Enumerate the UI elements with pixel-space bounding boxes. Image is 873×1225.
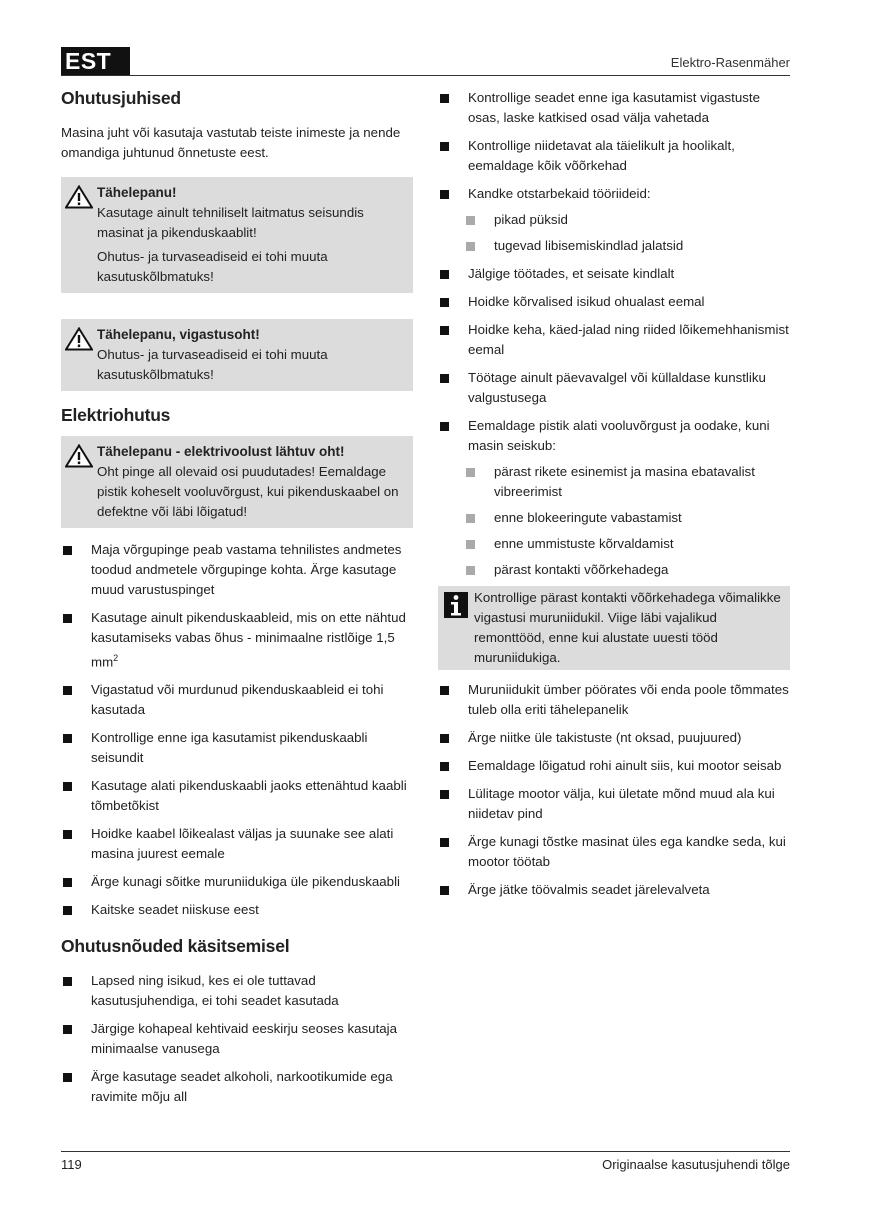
list-item: Kasutage alati pikenduskaabli jaoks ettenähtud kaabli tõmbetõkist <box>61 776 413 816</box>
warning-triangle-icon <box>65 444 93 468</box>
warning-triangle-icon <box>65 185 93 209</box>
list-item: Eemaldage lõigatud rohi ainult siis, kui mootor seisab <box>438 756 790 776</box>
info-box <box>438 586 790 670</box>
warning-triangle-icon <box>65 327 93 351</box>
list-item: Ärge kunagi sõitke muruniidukiga üle pikenduskaabli <box>61 872 413 892</box>
footer-title: Originaalse kasutusjuhendi tõlge <box>602 1157 790 1172</box>
intro-paragraph: Masina juht või kasutaja vastutab teiste inimeste ja nende omandiga juhtunud õnnetuste eest. <box>61 125 401 160</box>
list-item: Hoidke kõrvalised isikud ohualast eemal <box>438 292 790 312</box>
list-item: Vigastatud või murdunud pikenduskaableid ei tohi kasutada <box>61 680 413 720</box>
list-item: Maja võrgupinge peab vastama tehnilistes andmetes toodud andmetele võrgupinge kohta. Ärge kasutage muud varustuspinget <box>61 540 413 600</box>
page-footer <box>61 1151 790 1174</box>
list-item: Kontrollige niidetavat ala täielikult ja hoolikalt, eemaldage kõik võõrkehad <box>438 136 790 176</box>
list-item: Muruniidukit ümber pöörates või enda poole tõmmates tuleb olla eriti tähelepanelik <box>438 680 790 720</box>
warning-box <box>61 177 413 293</box>
info-text: Kontrollige pärast kontakti võõrkehadega võimalikke vigastusi muruniidukil. Viige läbi vajalikud remonttööd, enne kui alustate uuesti tööd muruniidukiga. <box>474 590 781 665</box>
sub-list-item: pärast rikete esinemist ja masina ebatavalist vibreerimist <box>438 462 790 502</box>
warning-title: Tähelepanu, vigastusoht! <box>97 327 260 342</box>
list-item: Kandke otstarbekaid tööriideid: <box>438 184 790 204</box>
warning-text: Ohutus- ja turvaseadiseid ei tohi muuta kasutuskõlbmatuks! <box>97 347 328 382</box>
warning-text: Oht pinge all olevaid osi puudutades! Eemaldage pistik koheselt vooluvõrgust, kui pikenduskaabel on defektne või läbi lõigatud! <box>97 464 399 519</box>
list-item: Töötage ainult päevavalgel või küllaldase kunstliku valgustusega <box>438 368 790 408</box>
sub-list-item: pikad püksid <box>438 210 790 230</box>
sub-list-item: tugevad libisemiskindlad jalatsid <box>438 236 790 256</box>
list-item: Kontrollige enne iga kasutamist pikenduskaabli seisundit <box>61 728 413 768</box>
list-item: Ärge jätke töövalmis seadet järelevalveta <box>438 880 790 900</box>
list-item: Kontrollige seadet enne iga kasutamist vigastuste osas, laske katkised osad välja vahetada <box>438 88 790 128</box>
left-column <box>61 88 413 1107</box>
heading-handling-safety: Ohutusnõuded käsitsemisel <box>61 936 290 957</box>
list-item: Lülitage mootor välja, kui ületate mõnd muud ala kui niidetav pind <box>438 784 790 824</box>
info-icon <box>444 592 468 618</box>
list-item: Ärge kunagi tõstke masinat üles ega kandke seda, kui mootor töötab <box>438 832 790 872</box>
warning-box <box>61 319 413 391</box>
sub-list-item: enne blokeeringute vabastamist <box>438 508 790 528</box>
list-item: Lapsed ning isikud, kes ei ole tuttavad kasutusjuhendiga, ei tohi seadet kasutada <box>61 971 413 1011</box>
sub-list-item: pärast kontakti võõrkehadega <box>438 560 790 580</box>
list-item: Eemaldage pistik alati vooluvõrgust ja oodake, kuni masin seiskub: <box>438 416 790 456</box>
heading-electrical-safety: Elektriohutus <box>61 405 171 425</box>
warning-box <box>61 436 413 528</box>
warning-text: Ohutus- ja turvaseadiseid ei tohi muuta kasutuskõlbmatuks! <box>97 249 328 284</box>
electrical-safety-list <box>61 540 413 920</box>
list-item: Kaitske seadet niiskuse eest <box>61 900 413 920</box>
right-column <box>438 88 790 900</box>
warning-title: Tähelepanu! <box>97 185 177 200</box>
sub-list-item: enne ummistuste kõrvaldamist <box>438 534 790 554</box>
list-item: Ärge kasutage seadet alkoholi, narkootikumide ega ravimite mõju all <box>61 1067 413 1107</box>
operation-safety-list <box>438 88 790 580</box>
list-item: Hoidke kaabel lõikealast väljas ja suunake see alati masina juurest eemale <box>61 824 413 864</box>
page-number: 119 <box>61 1157 82 1172</box>
list-item: Hoidke keha, käed-jalad ning riided lõikemehhanismist eemal <box>438 320 790 360</box>
warning-title: Tähelepanu - elektrivoolust lähtuv oht! <box>97 444 345 459</box>
handling-safety-list <box>61 971 413 1107</box>
operation-safety-list-continued <box>438 680 790 900</box>
document-title: Elektro-Rasenmäher <box>670 55 790 70</box>
list-item: Järgige kohapeal kehtivaid eeskirju seoses kasutaja minimaalse vanusega <box>61 1019 413 1059</box>
list-item: Ärge niitke üle takistuste (nt oksad, puujuured) <box>438 728 790 748</box>
heading-safety: Ohutusjuhised <box>61 88 181 108</box>
page-header <box>61 47 790 76</box>
list-item: Kasutage ainult pikenduskaableid, mis on ette nähtud kasutamiseks vabas õhus - minimaalne ristlõige 1,5 $mm^2$ <box>61 608 413 672</box>
language-badge: EST <box>61 47 130 75</box>
warning-text: Kasutage ainult tehniliselt laitmatus seisundis masinat ja pikenduskaablit! <box>97 205 364 240</box>
list-item: Jälgige töötades, et seisate kindlalt <box>438 264 790 284</box>
